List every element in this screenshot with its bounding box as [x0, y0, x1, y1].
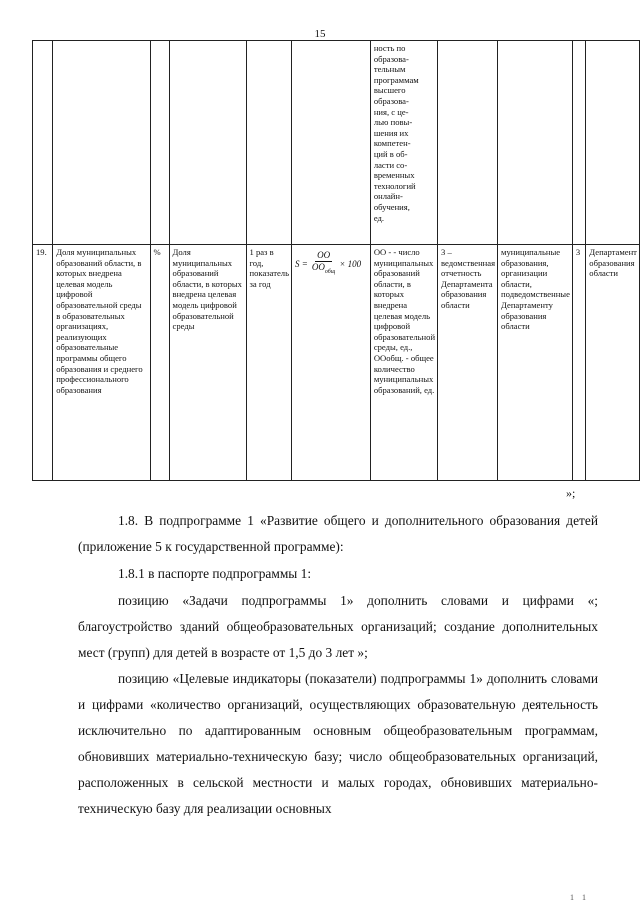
- formula-multiplier: × 100: [339, 258, 362, 269]
- table-row: [33, 41, 640, 245]
- footer-mark: 1 1: [570, 893, 589, 902]
- method-code: 3: [572, 245, 585, 481]
- responsible-department: Департамент образования области: [586, 245, 640, 481]
- formula-cell: [292, 245, 371, 481]
- formula: [295, 250, 361, 278]
- page-number: 15: [314, 28, 326, 40]
- row-number: 19.: [33, 245, 53, 481]
- formula-lhs: S =: [295, 258, 308, 269]
- paragraph: 1.8.1 в паспорте подпрограммы 1:: [118, 566, 312, 581]
- formula-denominator: ОО: [311, 262, 325, 272]
- unit: %: [150, 245, 169, 481]
- indicator-name: Доля муниципальных образований области, в которых внедрена целевая модель цифровой образовательной среды в образовательных организациях, реализующих образовательные программы общего образования и среднего профессионального образования: [53, 245, 150, 481]
- cell-text: ность по образова- тельным программам высшего образова- ния, с це- лью повы- шения их компетен- ций в об- ласти со- временных технологий онлайн- обучения, ед.: [373, 43, 419, 223]
- paragraph: позицию «Задачи подпрограммы 1» дополнить словами и цифрами «; благоустройство зданий общеобразовательных организаций; создание дополнительных мест (групп) для детей в возрасте от 1,5 до 3 лет »;: [78, 593, 598, 660]
- closing-quote: »;: [566, 486, 576, 500]
- indicator-definition: Доля муниципальных образований области, в которых внедрена целевая модель цифровой образовательной среды: [169, 245, 246, 481]
- table-row: [33, 245, 640, 481]
- variables-description: ОО - - число муниципальных образований области, в которых внедрена целевая модель цифровой образовательной среды, ед., ООобщ. - общее количество муниципальных образований, ед.: [370, 245, 437, 481]
- data-source: 3 – ведомственная отчетность Департамента образования области: [438, 245, 498, 481]
- formula-numerator: ОО: [317, 250, 331, 260]
- responsible-entities: муниципальные образования, организации области, подведомственные Департаменту образования области: [498, 245, 573, 481]
- formula-denominator-sub: общ: [324, 268, 336, 275]
- paragraph: позицию «Целевые индикаторы (показатели) подпрограммы 1» дополнить словами и цифрами «количество организаций, осуществляющих образовательную деятельность исключительно по адаптированным основным общеобразовательным программам, обновивших материально-техническую базу; число общеобразовательных организаций, расположенных в сельской местности и малых городах, обновивших материально-техническую базу для реализации основных: [78, 671, 598, 816]
- periodicity: 1 раз в год, показатель за год: [246, 245, 292, 481]
- indicators-table: [32, 40, 640, 481]
- paragraph: 1.8. В подпрограмме 1 «Развитие общего и дополнительного образования детей (приложение 5 к государственной программе):: [78, 513, 598, 554]
- table-cell: [370, 41, 437, 245]
